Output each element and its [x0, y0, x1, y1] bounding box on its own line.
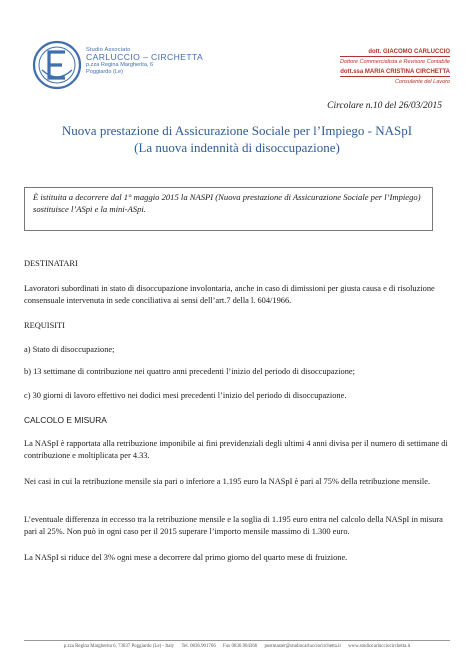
heading-requisiti: REQUISITI	[24, 321, 65, 330]
person1-name: dott. GIACOMO CARLUCCIO	[368, 49, 450, 55]
studio-label: Studio Associato	[86, 47, 131, 53]
person2-name: dott.ssa MARIA CRISTINA CIRCHETTA	[340, 69, 450, 75]
requirement-c: c) 30 giorni di lavoro effettivo nei dodici mesi precedenti l’inizio del periodo di disoccupazione.	[24, 391, 347, 400]
studio-city: Poggiardo (Le)	[86, 68, 124, 75]
studio-partners: CARLUCCIO – CIRCHETTA	[86, 52, 204, 62]
circular-number: Circolare n.10 del 26/03/2015	[327, 101, 442, 111]
professionals-block	[340, 49, 450, 85]
heading-destinatari: DESTINATARI	[24, 259, 78, 268]
calc-paragraph-3: L’eventuale differenza in eccesso tra la retribuzione mensile e la soglia di 1.195 euro entra nel calcolo della NASpI in misura pari al 25%. Non può in ogni caso per il 2015 superare l’importo mensile massimo di 1.300 euro.	[24, 515, 443, 536]
footer	[24, 644, 450, 649]
title-line-2: (La nuova indennità di disoccupazione)	[134, 140, 340, 155]
title-line-1: Nuova prestazione di Assicurazione Sociale per l’Impiego - NASpI	[61, 123, 413, 138]
document-title	[0, 122, 474, 156]
footer-address: p.zza Regina Margherita 6, 73037 Poggiardo (Le) - Italy	[63, 644, 175, 649]
calc-paragraph-1: La NASpI è rapportata alla retribuzione imponibile ai fini previdenziali degli ultimi 4 anni divisa per il numero di settimane di contribuzione e moltiplicata per 4.33.	[24, 439, 448, 460]
studio-name-block	[86, 47, 203, 75]
requirement-a: a) Stato di disoccupazione;	[24, 345, 115, 354]
footer-fax: Fax 0836.904366	[223, 644, 258, 649]
footer-tel: Tel. 0836.901766	[181, 644, 216, 649]
footer-website[interactable]: www.studiocarlucciocirchetta.it	[348, 644, 411, 649]
person1-divider	[340, 56, 450, 57]
person2-divider	[340, 76, 450, 77]
footer-email[interactable]: postmaster@studiocarlucciocirchetta.it	[264, 644, 341, 649]
person1-role: Dottore Commercialista e Revisore Contabile	[339, 59, 450, 65]
studio-address: p.zza Regina Margherita, 6	[86, 62, 154, 68]
studio-logo	[32, 40, 82, 90]
person2-role: Consulente del Lavoro	[394, 79, 450, 85]
calc-paragraph-4: La NASpI si riduce del 3% ogni mese a decorrere dal primo giorno del quarto mese di fruizione.	[24, 553, 348, 562]
calc-paragraph-2: Nei casi in cui la retribuzione mensile sia pari o inferiore a 1.195 euro la NASpI è pari al 75% della retribuzione mensile.	[24, 477, 431, 486]
heading-calcolo: CALCOLO E MISURA	[24, 415, 107, 425]
requirement-b: b) 13 settimane di contribuzione nei quattro anni precedenti l’inizio del periodo di disoccupazione;	[24, 367, 355, 376]
destinatari-text: Lavoratori subordinati in stato di disoccupazione involontaria, anche in caso di dimissioni per giusta causa e di risoluzione consensuale intervenuta in sede conciliativa ai sensi dell’art.7 della l. 604/1966.	[24, 284, 435, 305]
intro-box: È istituita a decorrere dal 1° maggio 2015 la NASPI (Nuova prestazione di Assicurazione Sociale per l’Impiego) sostituisce l’ASpi e la mini-ASpi.	[24, 187, 433, 231]
footer-divider	[24, 640, 450, 641]
